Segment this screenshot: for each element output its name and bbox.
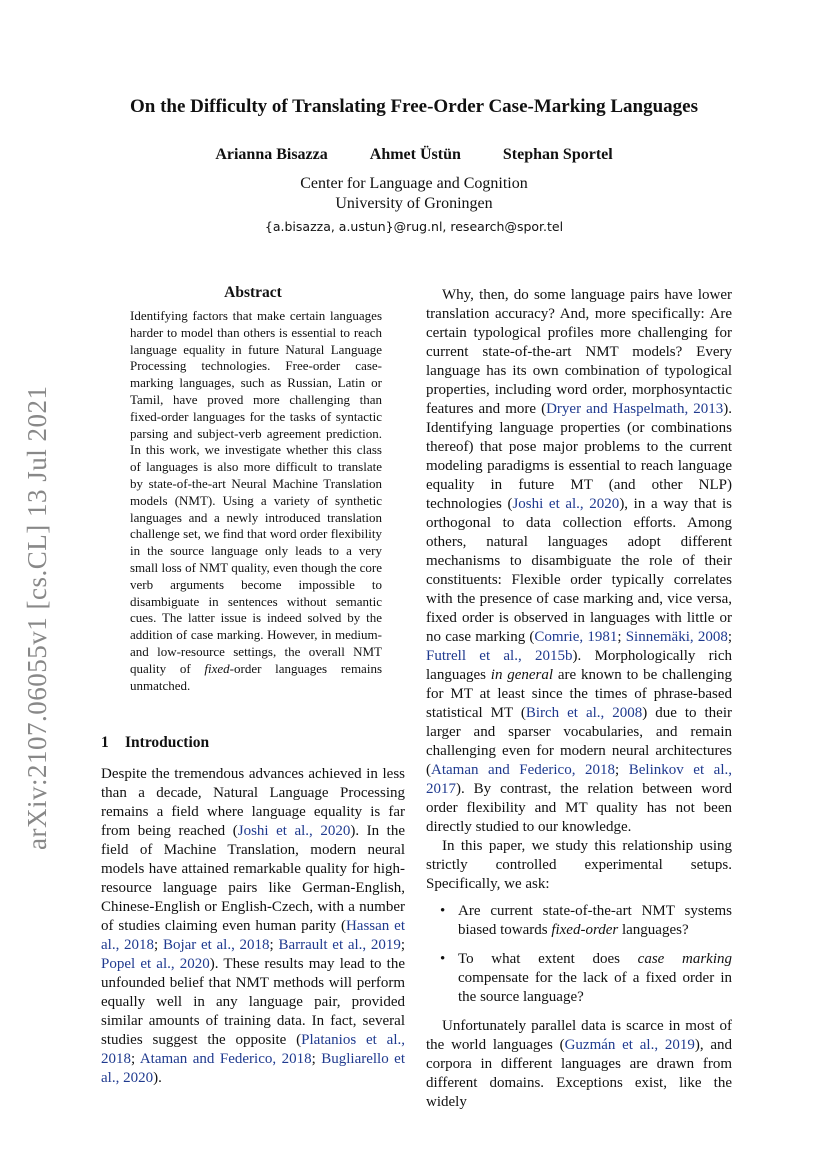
left-column [101,284,405,694]
citation-link[interactable]: Belinkov et al., 2017 [426,762,732,797]
affiliation-university: University of Groningen [335,195,493,212]
section-title: Introduction [125,734,210,751]
citation-link[interactable]: Guzmán et al., 2019 [564,1037,695,1053]
body-paragraph: Unfortunately parallel data is scarce in most of the world languages (Guzmán et al., 2019), and corpora in different languages are drawn from different domains. Exceptions exist, like the widely [426,1018,732,1110]
citation-link[interactable]: Dryer and Haspelmath, 2013 [546,401,724,417]
citation-link[interactable]: Bugliarello et al., 2020 [101,1051,406,1086]
list-item: • Are current state-of-the-art NMT systems biased towards fixed-order languages? [440,903,732,938]
citation-link[interactable]: Futrell et al., 2015b [426,648,573,664]
citation-link[interactable]: Hassan et al., 2018 [101,918,405,953]
list-item: • To what extent does case marking compensate for the lack of a fixed order in the source language? [440,951,732,1005]
citation-link[interactable]: Barrault et al., 2019 [278,937,401,953]
author-name: Stephan Sportel [502,146,613,163]
author-emails: {a.bisazza, a.ustun}@rug.nl, research@spor.tel [264,219,564,234]
body-paragraph: Why, then, do some language pairs have lower translation accuracy? And, more specifically: Are certain typological profiles more challenging for current state-of-the-art NMT models? Every language has its own combination of typological properties, including word order, morphosyntactic features and more (Dryer and Haspelmath, 2013). Identifying language properties (or combinations thereof) that pose major problems to the current modeling paradigms is essential to reach language equality in future MT (and other NLP) technologies (Joshi et al., 2020), in a way that is orthogonal to data collection efforts. Among others, natural languages adopt different mechanisms to disambiguate the role of their constituents: Flexible order typically correlates with the presence of case marking and, vice versa, fixed order is observed in languages with little or no case marking (Comrie, 1981; Sinnemäki, 2008; Futrell et al., 2015b). Morphologically rich languages in general are known to be challenging for MT at least since the times of phrase-based statistical MT (Birch et al., 2008) due to their larger and sparser vocabularies, and remain challenging even for modern neural architectures (Ataman and Federico, 2018; Belinkov et al., 2017). By contrast, the relation between word order flexibility and MT quality has not been directly studied to our knowledge. [426,287,732,835]
abstract-heading: Abstract [224,284,282,301]
paper-title: On the Difficulty of Translating Free-Order Case-Marking Languages [129,96,699,117]
citation-link[interactable]: Platanios et al., 2018 [101,1032,405,1067]
citation-link[interactable]: Birch et al., 2008 [525,705,643,721]
section-number: 1 [101,734,109,751]
body-paragraph: In this paper, we study this relationship using strictly controlled experimental setups. Specifically, we ask: [426,838,732,892]
citation-link[interactable]: Popel et al., 2020 [101,956,210,972]
arxiv-stamp: arXiv:2107.06055v1 [cs.CL] 13 Jul 2021 [22,385,52,850]
citation-link[interactable]: Bojar et al., 2018 [162,937,270,953]
citation-link[interactable]: Joshi et al., 2020 [237,823,351,839]
citation-link[interactable]: Sinnemäki, 2008 [625,629,728,645]
right-column [426,286,732,1112]
author-list [0,146,828,164]
citation-link[interactable]: Ataman and Federico, 2018 [139,1051,312,1067]
author-name: Ahmet Üstün [369,146,461,163]
abstract-text: Identifying factors that make certain languages harder to model than others is essential to reach language equality in future Natural Language Processing technologies. Free-order case-marking languages, such as Russian, Latin or Tamil, have proved more challenging than fixed-order languages for the tasks of syntactic parsing and subject-verb agreement prediction. In this work, we investigate whether this class of languages is also more difficult to translate by state-of-the-art Neural Machine Translation models (NMT). Using a variety of synthetic languages and a newly introduced translation challenge set, we find that word order flexibility in the source language only leads to a very small loss of NMT quality, even though the core verb arguments become impossible to disambiguate in sentences without semantic cues. The latter issue is indeed solved by the addition of case marking. However, in medium- and low-resource settings, the overall NMT quality of fixed-order languages remains unmatched. [130,308,382,693]
intro-paragraph: Despite the tremendous advances achieved in less than a decade, Natural Language Processing remains a field where language equality is far from being reached (Joshi et al., 2020). In the field of Machine Translation, modern neural models have attained remarkable quality for high-resource language pairs like German-English, Chinese-English or English-Czech, with a number of studies claiming even human parity (Hassan et al., 2018; Bojar et al., 2018; Barrault et al., 2019; Popel et al., 2020). These results may lead to the unfounded belief that NMT methods will perform equally well in any language pair, provided similar amounts of training data. In fact, several studies suggest the opposite (Platanios et al., 2018; Ataman and Federico, 2018; Bugliarello et al., 2020). [101,766,406,1086]
affiliation [0,174,828,214]
citation-link[interactable]: Ataman and Federico, 2018 [431,762,616,778]
author-name: Arianna Bisazza [215,146,328,163]
section-heading-introduction [101,734,209,752]
question-list [426,902,732,1007]
affiliation-center: Center for Language and Cognition [300,175,528,192]
citation-link[interactable]: Comrie, 1981 [534,629,618,645]
citation-link[interactable]: Joshi et al., 2020 [512,496,620,512]
bullet-icon: • [440,951,446,967]
bullet-icon: • [440,903,446,919]
